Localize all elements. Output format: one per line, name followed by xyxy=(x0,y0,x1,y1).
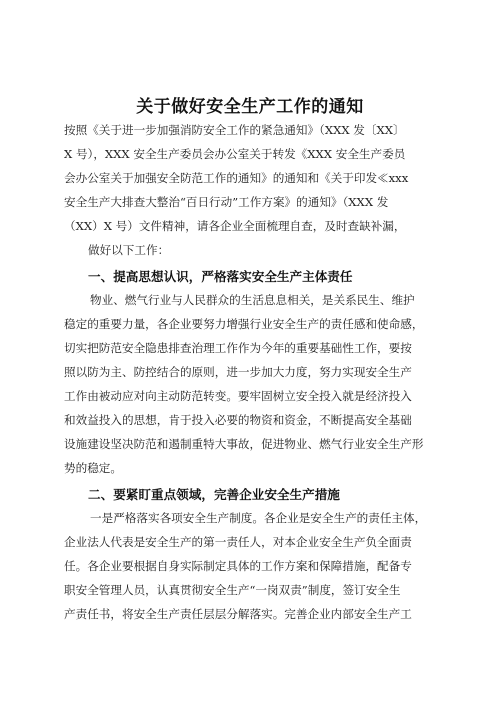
document-title: 关于做好安全生产工作的通知 xyxy=(136,97,364,117)
intro-line-4: 安全生产大排查大整治“百日行动”工作方案》的通知》（XXX 发 xyxy=(64,195,389,209)
section1-line-7: 设施建设坚决防范和遏制重特大事故，促进物业、燃气行业安全生产形 xyxy=(64,437,424,451)
section2-line-3: 任。各企业要根据自身实际制定具体的工作方案和保障措施，配备专 xyxy=(64,559,412,573)
intro-line-6: 做好以下工作： xyxy=(88,243,170,257)
section2-line-2: 企业法人代表是安全生产的第一责任人，对本企业安全生产负全面责 xyxy=(64,535,412,549)
intro-line-5: （XX）X 号）文件精神，请各企业全面梳理自查，及时查缺补漏， xyxy=(64,219,406,233)
section2-line-5: 产责任书，将安全生产责任层层分解落实。完善企业内部安全生产工 xyxy=(64,607,412,621)
section1-line-1: 物业、燃气行业与人民群众的生活息息相关，是关系民生、维护 xyxy=(90,293,415,307)
section1-line-5: 工作由被动应对向主动防范转变。要牢固树立安全投入就是经济投入 xyxy=(64,389,412,403)
section1-line-4: 照以防为主、防控结合的原则，进一步加大力度，努力实现安全生产 xyxy=(64,365,412,379)
intro-line-2: X 号），XXX 安全生产委员会办公室关于转发《XXX 安全生产委员 xyxy=(64,147,406,161)
intro-line-1: 按照《关于进一步加强消防安全工作的紧急通知》（XXX 发〔XX〕 xyxy=(64,123,405,137)
section1-line-8: 势的稳定。 xyxy=(64,461,122,475)
section1-heading: 一、提高思想认识，严格落实安全生产主体责任 xyxy=(88,269,353,284)
section2-line-4: 职安全管理人员，认真贯彻安全生产“一岗双责”制度，签订安全生 xyxy=(64,583,401,597)
section1-line-2: 稳定的重要力量，各企业要努力增强行业安全生产的责任感和使命感， xyxy=(64,317,424,331)
section1-line-6: 和效益投入的思想，肯于投入必要的物资和资金，不断提高安全基础 xyxy=(64,413,412,427)
section2-line-1: 一是严格落实各项安全生产制度。各企业是安全生产的责任主体， xyxy=(90,511,427,525)
intro-line-3: 会办公室关于加强安全防范工作的通知》的通知和《关于印发≪xxx xyxy=(64,171,409,185)
section1-line-3: 切实把防范安全隐患排查治理工作作为今年的重要基础性工作，要按 xyxy=(64,341,412,355)
section2-heading: 二、要紧盯重点领域，完善企业安全生产措施 xyxy=(88,487,340,502)
